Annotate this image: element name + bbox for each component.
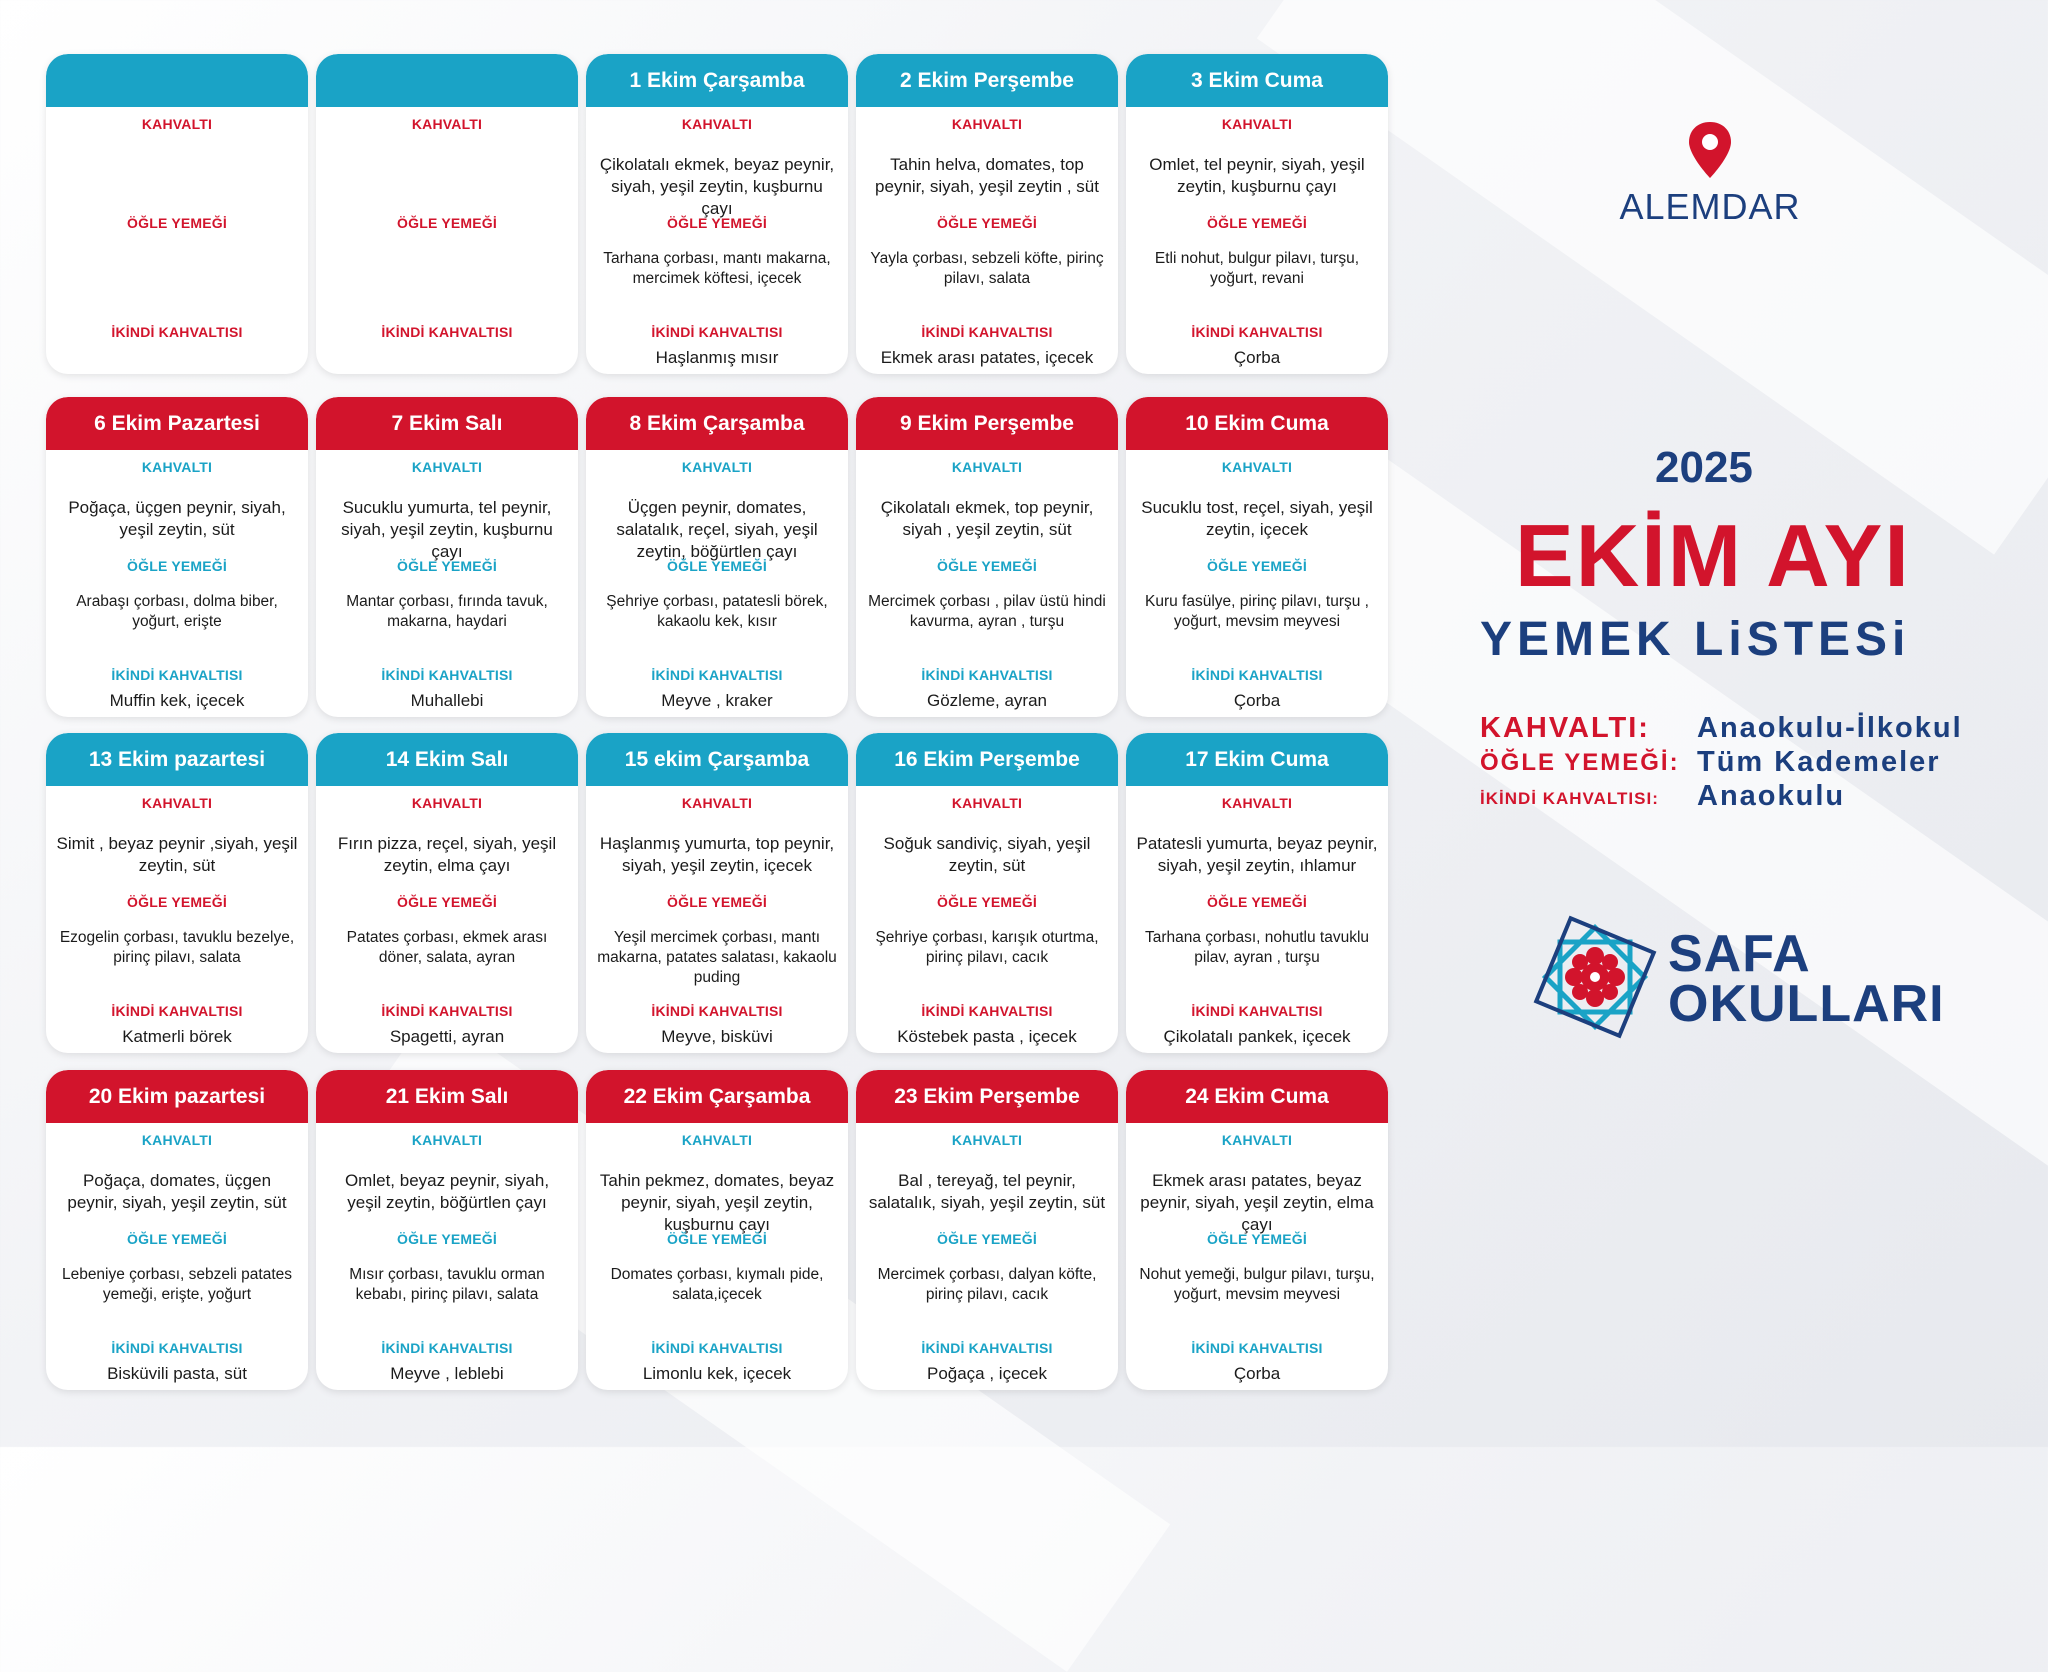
day-header <box>586 54 848 107</box>
snack-text: Çorba <box>1233 1364 1281 1383</box>
breakfast-text: Tahin pekmez, domates, beyaz peynir, siyah, yeşil zeytin, kuşburnu çayı <box>599 1171 835 1235</box>
breakfast-label: KAHVALTI <box>951 1132 1023 1148</box>
breakfast-label: KAHVALTI <box>141 116 213 132</box>
map-pin-icon <box>1685 120 1735 180</box>
lunch-label: ÖĞLE YEMEĞİ <box>1207 894 1307 910</box>
day-date: 20 Ekim pazartesi <box>88 1084 266 1108</box>
lunch-text: Patates çorbası, ekmek arası döner, salata, ayran <box>346 929 548 967</box>
legend-value: Tüm Kademeler <box>1697 746 1941 778</box>
menu-grid <box>46 54 1392 1390</box>
day-date: 10 Ekim Cuma <box>1185 411 1329 435</box>
day-card <box>46 54 308 374</box>
breakfast-label: KAHVALTI <box>411 1132 483 1148</box>
day-date: 15 ekim Çarşamba <box>624 747 810 771</box>
breakfast-text: Ekmek arası patates, beyaz peynir, siyah, yeşil zeytin, elma çayı <box>1140 1171 1374 1235</box>
day-date: 7 Ekim Salı <box>391 411 503 435</box>
lunch-text: Etli nohut, bulgur pilavı, turşu, yoğurt, revani <box>1154 250 1360 288</box>
breakfast-label: KAHVALTI <box>681 795 753 811</box>
day-date: 17 Ekim Cuma <box>1185 747 1329 771</box>
lunch-text: Mercimek çorbası , pilav üstü hindi kavurma, ayran , turşu <box>868 593 1106 631</box>
day-header <box>316 1070 578 1123</box>
legend-row <box>1480 780 2020 814</box>
day-card <box>856 733 1118 1053</box>
lunch-text: Şehriye çorbası, patatesli börek, kakaolu kek, kısır <box>606 593 828 631</box>
snack-label: İKİNDİ KAHVALTISI <box>921 324 1053 340</box>
day-card <box>1126 54 1388 374</box>
day-card <box>586 1070 848 1390</box>
day-header <box>1126 1070 1388 1123</box>
snack-text: Çorba <box>1233 691 1281 710</box>
snack-label: İKİNDİ KAHVALTISI <box>651 1340 783 1356</box>
day-date: 24 Ekim Cuma <box>1185 1084 1329 1108</box>
day-header <box>586 733 848 786</box>
snack-label: İKİNDİ KAHVALTISI <box>381 324 513 340</box>
day-date: 13 Ekim pazartesi <box>88 747 266 771</box>
legend-key: ÖĞLE YEMEĞİ: <box>1480 749 1680 776</box>
school-logo <box>1530 912 1980 1042</box>
breakfast-text: Sucuklu yumurta, tel peynir, siyah, yeşil zeytin, kuşburnu çayı <box>341 498 553 562</box>
lunch-label: ÖĞLE YEMEĞİ <box>667 215 767 231</box>
day-card <box>316 733 578 1053</box>
snack-label: İKİNDİ KAHVALTISI <box>1191 324 1323 340</box>
breakfast-text: Çikolatalı ekmek, beyaz peynir, siyah, yeşil zeytin, kuşburnu çayı <box>599 155 835 219</box>
day-date: 6 Ekim Pazartesi <box>94 411 260 435</box>
title-year: 2025 <box>1655 443 1753 492</box>
lunch-label: ÖĞLE YEMEĞİ <box>937 215 1037 231</box>
lunch-label: ÖĞLE YEMEĞİ <box>1207 215 1307 231</box>
day-header <box>856 733 1118 786</box>
snack-label: İKİNDİ KAHVALTISI <box>111 1003 243 1019</box>
day-card <box>316 54 578 374</box>
snack-text: Katmerli börek <box>122 1027 232 1046</box>
breakfast-text: Fırın pizza, reçel, siyah, yeşil zeytin, elma çayı <box>337 834 557 876</box>
day-card <box>586 397 848 717</box>
day-date: 14 Ekim Salı <box>385 747 509 771</box>
day-header <box>46 397 308 450</box>
day-header <box>316 54 578 107</box>
snack-text: Meyve, bisküvi <box>661 1027 773 1046</box>
snack-label: İKİNDİ KAHVALTISI <box>381 1003 513 1019</box>
day-header <box>316 733 578 786</box>
day-header <box>856 54 1118 107</box>
snack-label: İKİNDİ KAHVALTISI <box>651 667 783 683</box>
snack-label: İKİNDİ KAHVALTISI <box>111 667 243 683</box>
snack-label: İKİNDİ KAHVALTISI <box>111 324 243 340</box>
day-card <box>586 54 848 374</box>
lunch-label: ÖĞLE YEMEĞİ <box>667 1231 767 1247</box>
breakfast-text: Sucuklu tost, reçel, siyah, yeşil zeytin, içecek <box>1141 498 1373 540</box>
lunch-text: Tarhana çorbası, mantı makarna, mercimek köftesi, içecek <box>603 250 831 288</box>
day-card <box>856 397 1118 717</box>
breakfast-text: Bal , tereyağ, tel peynir, salatalık, siyah, yeşil zeytin, süt <box>868 1171 1106 1213</box>
lunch-label: ÖĞLE YEMEĞİ <box>937 558 1037 574</box>
snack-label: İKİNDİ KAHVALTISI <box>1191 1340 1323 1356</box>
day-card <box>856 54 1118 374</box>
star-flower-logo-icon <box>1530 912 1660 1042</box>
lunch-text: Lebeniye çorbası, sebzeli patates yemeği, erişte, yoğurt <box>61 1266 293 1304</box>
day-date: 9 Ekim Perşembe <box>900 411 1074 435</box>
lunch-label: ÖĞLE YEMEĞİ <box>127 1231 227 1247</box>
lunch-text: Nohut yemeği, bulgur pilavı, turşu, yoğurt, mevsim meyvesi <box>1139 1266 1375 1304</box>
lunch-label: ÖĞLE YEMEĞİ <box>1207 1231 1307 1247</box>
day-date: 16 Ekim Perşembe <box>894 747 1080 771</box>
breakfast-label: KAHVALTI <box>681 1132 753 1148</box>
snack-label: İKİNDİ KAHVALTISI <box>381 667 513 683</box>
legend-key: İKİNDİ KAHVALTISI: <box>1480 789 1659 808</box>
day-header <box>46 54 308 107</box>
snack-label: İKİNDİ KAHVALTISI <box>651 324 783 340</box>
snack-label: İKİNDİ KAHVALTISI <box>921 667 1053 683</box>
day-date: 21 Ekim Salı <box>385 1084 509 1108</box>
day-card <box>316 1070 578 1390</box>
breakfast-text: Poğaça, üçgen peynir, siyah, yeşil zeytin, süt <box>68 498 286 540</box>
snack-text: Meyve , leblebi <box>390 1364 504 1383</box>
lunch-text: Yayla çorbası, sebzeli köfte, pirinç pilavı, salata <box>870 250 1104 288</box>
title-month: EKİM AYI <box>1515 506 1911 605</box>
day-date: 3 Ekim Cuma <box>1191 68 1323 92</box>
day-header <box>46 1070 308 1123</box>
snack-text: Muffin kek, içecek <box>109 691 245 710</box>
day-header <box>1126 54 1388 107</box>
day-header <box>586 1070 848 1123</box>
breakfast-text: Omlet, tel peynir, siyah, yeşil zeytin, kuşburnu çayı <box>1149 155 1365 197</box>
breakfast-label: KAHVALTI <box>141 459 213 475</box>
school-name-line1: SAFA <box>1668 925 1811 983</box>
day-card <box>316 397 578 717</box>
lunch-label: ÖĞLE YEMEĞİ <box>667 894 767 910</box>
lunch-label: ÖĞLE YEMEĞİ <box>127 894 227 910</box>
breakfast-label: KAHVALTI <box>951 795 1023 811</box>
day-header <box>586 397 848 450</box>
day-card <box>1126 733 1388 1053</box>
breakfast-label: KAHVALTI <box>951 116 1023 132</box>
legend-row <box>1480 746 2020 780</box>
snack-text: Ekmek arası patates, içecek <box>880 348 1094 367</box>
breakfast-label: KAHVALTI <box>1221 459 1293 475</box>
day-header <box>856 1070 1118 1123</box>
breakfast-text: Omlet, beyaz peynir, siyah, yeşil zeytin, böğürtlen çayı <box>344 1171 550 1213</box>
lunch-text: Mısır çorbası, tavuklu orman kebabı, pirinç pilavı, salata <box>349 1266 545 1304</box>
lunch-text: Mercimek çorbası, dalyan köfte, pirinç pilavı, cacık <box>877 1266 1097 1304</box>
snack-label: İKİNDİ KAHVALTISI <box>921 1003 1053 1019</box>
breakfast-label: KAHVALTI <box>951 459 1023 475</box>
breakfast-text: Üçgen peynir, domates, salatalık, reçel, siyah, yeşil zeytin, böğürtlen çayı <box>616 498 818 562</box>
day-date: 22 Ekim Çarşamba <box>623 1084 811 1108</box>
breakfast-label: KAHVALTI <box>141 795 213 811</box>
day-date: 23 Ekim Perşembe <box>894 1084 1080 1108</box>
snack-text: Haşlanmış mısır <box>655 348 779 367</box>
legend-key: KAHVALTI: <box>1480 712 1650 744</box>
day-header <box>316 397 578 450</box>
legend-row <box>1480 712 2020 746</box>
snack-text: Çikolatalı pankek, içecek <box>1163 1027 1351 1046</box>
snack-label: İKİNDİ KAHVALTISI <box>381 1340 513 1356</box>
day-card <box>1126 397 1388 717</box>
legend-value: Anaokulu <box>1697 780 1846 812</box>
lunch-text: Şehriye çorbası, karışık oturtma, pirinç pilavı, cacık <box>875 929 1099 967</box>
snack-label: İKİNDİ KAHVALTISI <box>111 1340 243 1356</box>
breakfast-label: KAHVALTI <box>411 116 483 132</box>
snack-text: Poğaça , içecek <box>926 1364 1047 1383</box>
breakfast-text: Patatesli yumurta, beyaz peynir, siyah, yeşil zeytin, ıhlamur <box>1136 834 1378 876</box>
breakfast-label: KAHVALTI <box>681 116 753 132</box>
snack-text: Gözleme, ayran <box>927 691 1047 710</box>
lunch-text: Kuru fasülye, pirinç pilavı, turşu , yoğurt, mevsim meyvesi <box>1145 593 1369 631</box>
snack-text: Köstebek pasta , içecek <box>897 1027 1077 1046</box>
title-subtitle: YEMEK LiSTESi <box>1480 613 1911 666</box>
lunch-text: Tarhana çorbası, nohutlu tavuklu pilav, ayran , turşu <box>1144 929 1370 967</box>
breakfast-text: Simit , beyaz peynir ,siyah, yeşil zeytin, süt <box>56 834 298 876</box>
day-card <box>46 397 308 717</box>
day-card <box>586 733 848 1053</box>
lunch-label: ÖĞLE YEMEĞİ <box>397 1231 497 1247</box>
lunch-text: Mantar çorbası, fırında tavuk, makarna, haydari <box>346 593 548 631</box>
legend-value: Anaokulu-İlkokul <box>1697 712 1963 744</box>
lunch-label: ÖĞLE YEMEĞİ <box>1207 558 1307 574</box>
snack-text: Limonlu kek, içecek <box>642 1364 792 1383</box>
snack-text: Meyve , kraker <box>661 691 773 710</box>
day-header <box>1126 733 1388 786</box>
breakfast-text: Soğuk sandiviç, siyah, yeşil zeytin, süt <box>883 834 1091 876</box>
breakfast-label: KAHVALTI <box>141 1132 213 1148</box>
lunch-text: Domates çorbası, kıymalı pide, salata,içecek <box>610 1266 824 1304</box>
day-date: 8 Ekim Çarşamba <box>629 411 805 435</box>
day-card <box>46 733 308 1053</box>
day-header <box>1126 397 1388 450</box>
day-date: 1 Ekim Çarşamba <box>629 68 805 92</box>
breakfast-text: Tahin helva, domates, top peynir, siyah, yeşil zeytin , süt <box>875 155 1099 197</box>
lunch-label: ÖĞLE YEMEĞİ <box>937 894 1037 910</box>
campus-name: ALEMDAR <box>1619 186 1801 227</box>
lunch-text: Yeşil mercimek çorbası, mantı makarna, patates salatası, kakaolu puding <box>597 929 837 987</box>
lunch-label: ÖĞLE YEMEĞİ <box>397 558 497 574</box>
snack-text: Bisküvili pasta, süt <box>107 1364 247 1383</box>
snack-label: İKİNDİ KAHVALTISI <box>651 1003 783 1019</box>
breakfast-label: KAHVALTI <box>1221 1132 1293 1148</box>
snack-text: Çorba <box>1233 348 1281 367</box>
snack-label: İKİNDİ KAHVALTISI <box>1191 1003 1323 1019</box>
lunch-text: Ezogelin çorbası, tavuklu bezelye, pirinç pilavı, salata <box>59 929 295 967</box>
day-date: 2 Ekim Perşembe <box>900 68 1074 92</box>
lunch-label: ÖĞLE YEMEĞİ <box>397 894 497 910</box>
school-name-line2: OKULLARI <box>1668 975 1945 1033</box>
snack-text: Muhallebi <box>410 691 484 710</box>
lunch-text: Arabaşı çorbası, dolma biber, yoğurt, erişte <box>76 593 278 631</box>
snack-label: İKİNDİ KAHVALTISI <box>921 1340 1053 1356</box>
lunch-label: ÖĞLE YEMEĞİ <box>127 558 227 574</box>
breakfast-label: KAHVALTI <box>411 795 483 811</box>
breakfast-text: Haşlanmış yumurta, top peynir, siyah, yeşil zeytin, içecek <box>599 834 835 876</box>
breakfast-label: KAHVALTI <box>1221 795 1293 811</box>
breakfast-label: KAHVALTI <box>681 459 753 475</box>
breakfast-label: KAHVALTI <box>411 459 483 475</box>
campus-brand <box>1560 120 1860 240</box>
lunch-label: ÖĞLE YEMEĞİ <box>397 215 497 231</box>
meal-legend <box>1480 712 2020 814</box>
day-header <box>856 397 1118 450</box>
snack-label: İKİNDİ KAHVALTISI <box>1191 667 1323 683</box>
breakfast-text: Çikolatalı ekmek, top peynir, siyah , yeşil zeytin, süt <box>880 498 1094 540</box>
lunch-label: ÖĞLE YEMEĞİ <box>127 215 227 231</box>
breakfast-text: Poğaça, domates, üçgen peynir, siyah, yeşil zeytin, süt <box>67 1171 287 1213</box>
breakfast-label: KAHVALTI <box>1221 116 1293 132</box>
day-card <box>46 1070 308 1390</box>
day-card <box>856 1070 1118 1390</box>
snack-text: Spagetti, ayran <box>389 1027 505 1046</box>
lunch-label: ÖĞLE YEMEĞİ <box>667 558 767 574</box>
lunch-label: ÖĞLE YEMEĞİ <box>937 1231 1037 1247</box>
day-header <box>46 733 308 786</box>
day-card <box>1126 1070 1388 1390</box>
